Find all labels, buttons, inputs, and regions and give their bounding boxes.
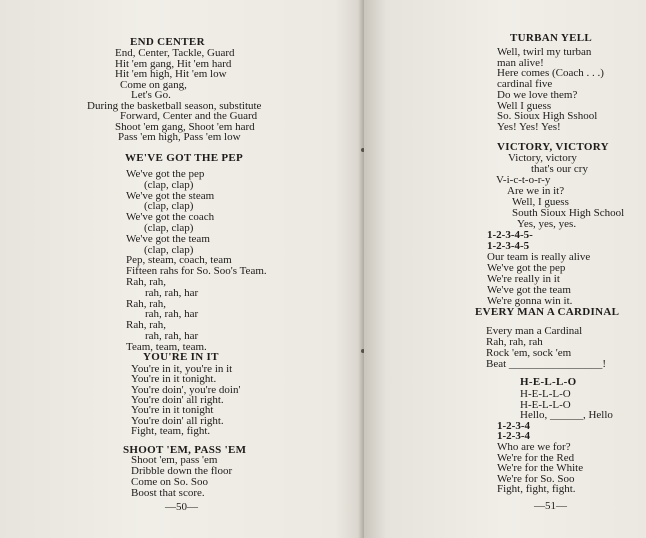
lyric-line: (clap, clap): [144, 200, 194, 213]
page-number-50: —50—: [165, 501, 198, 513]
lyric-line: Are we in it?: [507, 185, 565, 197]
lyric-line: We're for So. Soo: [497, 472, 575, 485]
lyric-line: H-E-L-L-O: [520, 388, 571, 400]
hello-title: H-E-L-L-O: [520, 376, 577, 388]
lyric-line: Well, twirl my turban: [497, 46, 592, 58]
lyric-line: Well, I guess: [512, 196, 569, 208]
weve-got-the-pep-title: WE'VE GOT THE PEP: [125, 152, 244, 164]
lyric-line: Here comes (Coach . . .): [497, 67, 604, 80]
lyric-line: Let's Go.: [131, 89, 171, 101]
turban-yell-title: TURBAN YELL: [510, 32, 593, 44]
right-page: [364, 0, 646, 538]
youre-in-it-title: YOU'RE IN IT: [143, 351, 219, 363]
lyric-line: Who are we for?: [497, 441, 571, 453]
lyric-line: Hello, ______, Hello: [520, 409, 613, 422]
lyric-line: Pep, steam, coach, team: [126, 254, 232, 267]
lyric-line: Rah, rah, rah: [486, 336, 543, 348]
page-number-51: —51—: [534, 500, 567, 512]
lyric-line: 1-2-3-4: [497, 419, 530, 432]
lyric-line: Hit 'em high, Hit 'em low: [115, 68, 227, 80]
lyric-line: During the basketball season, substitute: [87, 99, 262, 112]
lyric-line: You're in it, you're in it: [131, 363, 233, 375]
lyric-line: Our team is really alive: [487, 251, 591, 263]
lyric-line: Rock 'em, sock 'em: [486, 347, 572, 359]
lyric-line: rah, rah, har: [145, 330, 199, 342]
lyric-line: Yes! Yes! Yes!: [497, 120, 561, 133]
lyric-line: (clap, clap): [144, 178, 194, 191]
lyric-line: Pass 'em high, Pass 'em low: [118, 131, 241, 143]
end-center-title: END CENTER: [130, 36, 205, 48]
lyric-line: You're in it tonight.: [131, 373, 217, 386]
lyric-line: We've got the pep: [126, 168, 205, 180]
lyric-line: man alive!: [497, 56, 544, 69]
lyric-line: Rah, rah,: [126, 297, 167, 310]
lyric-line: 1-2-3-4: [497, 430, 530, 443]
lyric-line: Hit 'em gang, Hit 'em hard: [115, 57, 232, 70]
shoot-em-title: SHOOT 'EM, PASS 'EM: [123, 444, 247, 456]
lyric-line: End, Center, Tackle, Guard: [115, 47, 235, 59]
lyric-line: You're doin' all right.: [131, 414, 224, 427]
lyric-line: Boost that score.: [131, 487, 205, 499]
lyric-line: Every man a Cardinal: [486, 325, 583, 337]
lyric-line: (clap, clap): [144, 222, 194, 234]
lyric-line: Yes, yes, yes.: [517, 218, 577, 230]
lyric-line: Beat _________________!: [486, 358, 607, 370]
lyric-line: We've got the team: [126, 232, 210, 245]
lyric-line: Do we love them?: [497, 88, 578, 101]
lyric-line: Come on gang,: [120, 78, 187, 91]
lyric-line: We're for the Red: [497, 451, 575, 464]
lyric-line: H-E-L-L-O: [520, 398, 571, 411]
lyric-line: Fifteen rahs for So. Soo's Team.: [126, 265, 267, 278]
every-man-title: EVERY MAN A CARDINAL: [475, 306, 620, 318]
lyric-line: Fight, team, fight.: [131, 424, 211, 437]
lyric-line: We're really in it: [487, 273, 560, 285]
lyric-line: You're in it tonight: [131, 404, 214, 417]
lyric-line: (clap, clap): [144, 243, 194, 256]
lyric-line: Victory, victory: [508, 152, 577, 164]
lyric-line: Come on So. Soo: [131, 476, 209, 488]
lyric-line: Dribble down the floor: [131, 465, 233, 477]
lyric-line: that's our cry: [531, 163, 588, 175]
lyric-line: We've got the team: [487, 284, 571, 296]
lyric-line: cardinal five: [497, 78, 553, 91]
lyric-line: Shoot 'em gang, Shoot 'em hard: [115, 120, 255, 133]
lyric-line: 1-2-3-4-5-: [487, 229, 533, 241]
lyric-line: We've got the pep: [487, 262, 566, 274]
lyric-line: rah, rah, har: [145, 308, 199, 321]
lyric-line: We've got the coach: [126, 211, 215, 224]
lyric-line: rah, rah, har: [145, 286, 199, 299]
lyric-line: Rah, rah,: [126, 319, 167, 332]
lyric-line: 1-2-3-4-5: [487, 240, 530, 252]
lyric-line: You're doin', you're doin': [131, 383, 241, 396]
lyric-line: Team, team, team.: [126, 340, 207, 353]
lyric-line: V-i-c-t-o-r-y: [496, 174, 551, 186]
lyric-line: Rah, rah,: [126, 276, 167, 288]
victory-title: VICTORY, VICTORY: [497, 141, 609, 153]
lyric-line: Fight, fight, fight.: [497, 483, 576, 496]
lyric-line: You're doin' all right.: [131, 393, 224, 406]
lyric-line: South Sioux High School: [512, 207, 625, 219]
lyric-line: We've got the steam: [126, 189, 215, 202]
lyric-line: We're for the White: [497, 462, 584, 475]
lyric-line: Well I guess: [497, 99, 552, 112]
lyric-line: We're gonna win it.: [487, 295, 573, 307]
lyric-line: Forward, Center and the Guard: [120, 110, 258, 122]
lyric-line: So. Sioux High Sshool: [497, 110, 598, 123]
lyric-line: Shoot 'em, pass 'em: [131, 454, 218, 466]
